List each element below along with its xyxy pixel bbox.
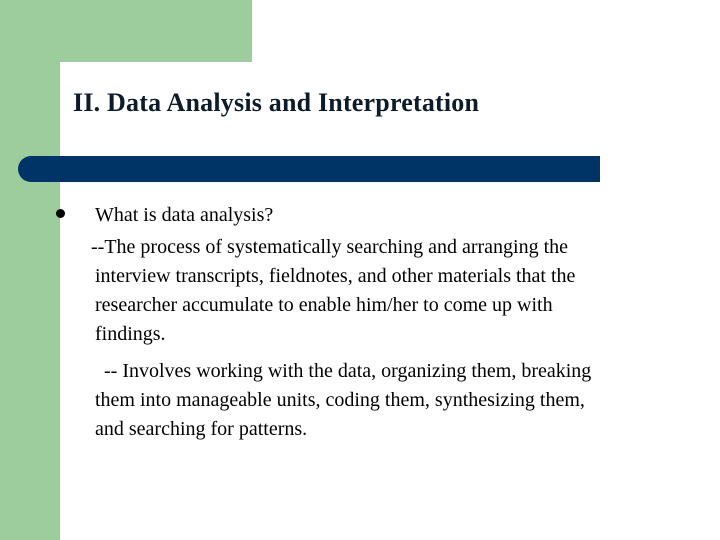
involves-line: -- Involves working with the data, organizing them, breaking [104,360,592,382]
bullet-dot-icon [56,209,65,218]
slide-title: II. Data Analysis and Interpretation [73,88,480,117]
definition-line: interview transcripts, fieldnotes, and other materials that the [95,265,576,287]
involves-line: and searching for patterns. [95,418,308,440]
definition-line: findings. [95,323,166,345]
green-background-left [0,0,60,540]
bullet-heading: What is data analysis? [95,204,274,226]
title-underline-bar [18,156,600,182]
definition-line: --The process of systematically searching and arranging the [91,236,569,258]
definition-line: researcher accumulate to enable him/her to come up with [95,294,553,316]
involves-line: them into manageable units, coding them, synthesizing them, [95,389,585,411]
